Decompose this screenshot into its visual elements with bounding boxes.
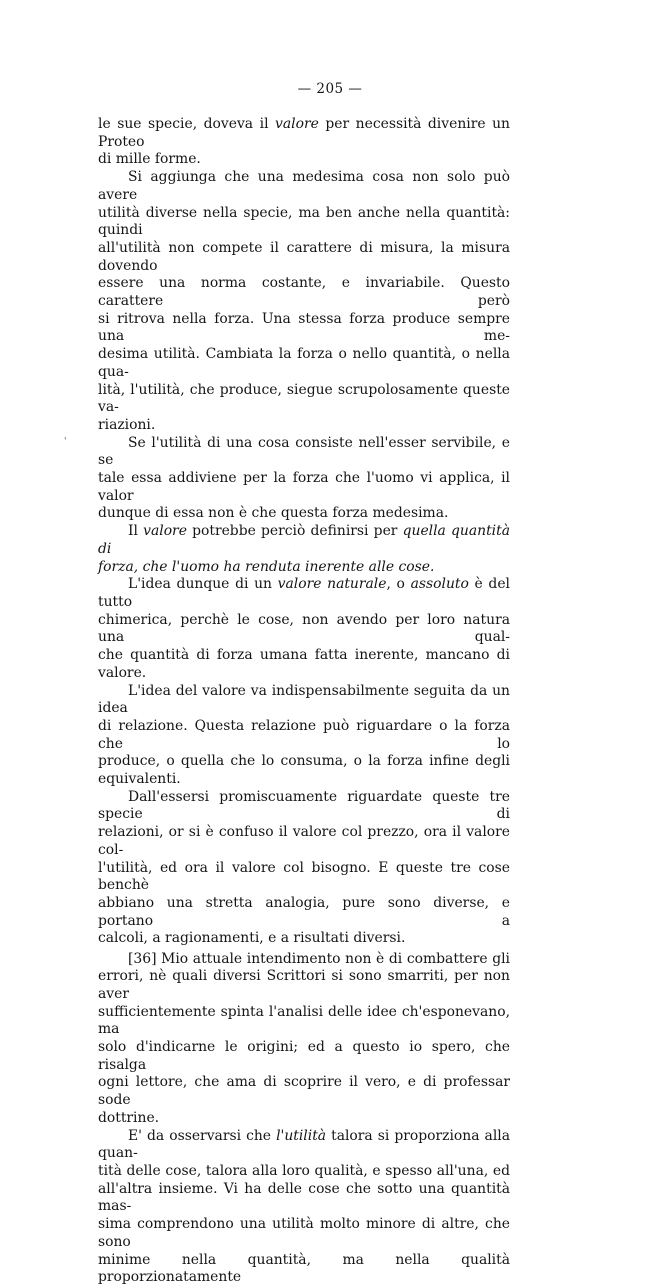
text-line: calcoli, a ragionamenti, e a risultati diversi. xyxy=(98,930,406,947)
text-line: errori, nè quali diversi Scrittori si sono smarriti, per non aver xyxy=(98,968,510,1002)
text-line: Se l'utilità di una cosa consiste nell'esser servibile, e se xyxy=(98,434,510,469)
text-line: che quantità di forza umana fatta inerente, mancano di valore. xyxy=(98,647,510,681)
text-line: equivalenti. xyxy=(98,771,181,788)
text-line: chimerica, perchè le cose, non avendo per loro natura una qual- xyxy=(98,611,510,646)
margin-mark: ' xyxy=(64,437,67,447)
text-line: riazioni. xyxy=(98,416,156,433)
text-line: l'utilità, ed ora il valore col bisogno. E queste tre cose benchè xyxy=(98,859,510,894)
paragraph xyxy=(98,523,510,576)
paragraph xyxy=(98,435,510,524)
text-line: dunque di essa non è che questa forza medesima. xyxy=(98,505,449,522)
text-line: all'utilità non compete il carattere di misura, la misura dovendo xyxy=(98,239,510,274)
paragraph xyxy=(98,116,510,169)
text-line: all'altra insieme. Vi ha delle cose che sotto una quantità mas- xyxy=(98,1180,510,1215)
text-line: lità, l'utilità, che produce, siegue scrupolosamente queste va- xyxy=(98,381,510,416)
text-line: [36] Mio attuale intendimento non è di combattere gli xyxy=(128,950,510,967)
text-line: L'idea del valore va indispensabilmente seguita da un idea xyxy=(98,682,510,717)
italic-term: valore xyxy=(275,116,319,132)
text-line: abbiano una stretta analogia, pure sono diverse, e portano a xyxy=(98,894,510,929)
text-line: tità delle cose, talora alla loro qualità, e spesso all'una, ed xyxy=(98,1162,510,1179)
text-line: di mille forme. xyxy=(98,151,201,168)
italic-term: l'utilità xyxy=(276,1127,327,1144)
text-line: relazioni, or si è confuso il valore col prezzo, ora il valore col- xyxy=(98,824,510,858)
paragraph xyxy=(98,683,510,789)
text-line: desima utilità. Cambiata la forza o nello quantità, o nella qua- xyxy=(98,346,510,380)
paragraph xyxy=(98,169,510,435)
paragraph xyxy=(98,1128,510,1287)
italic-term: valore xyxy=(143,523,187,540)
text-line: utilità diverse nella specie, ma ben anche nella quantità: quindi xyxy=(98,204,510,239)
text-line: tale essa addiviene per la forza che l'uomo vi applica, il valor xyxy=(98,470,510,504)
text-line: le sue specie, doveva il valore per necessità divenire un Proteo xyxy=(98,116,510,150)
text-line xyxy=(98,559,510,577)
text-line: Il valore potrebbe perciò definirsi per quella quantità di xyxy=(98,523,510,557)
text-line: dottrine. xyxy=(98,1109,160,1126)
text-line: si ritrova nella forza. Una stessa forza produce sempre una me- xyxy=(98,310,510,345)
italic-term: assoluto xyxy=(410,576,469,593)
text-line: E' da osservarsi che l'utilità talora si proporziona alla quan- xyxy=(98,1127,510,1162)
page-number: — 205 — xyxy=(297,81,363,97)
italic-term: valore naturale xyxy=(277,576,387,593)
text-line: essere una norma costante, e invariabile. Questo carattere però xyxy=(98,275,510,310)
paragraph xyxy=(98,576,510,682)
text-line: minime nella quantità, ma nella qualità proporzionatamente xyxy=(98,1251,510,1286)
text-line: Dall'essersi promiscuamente riguardate queste tre specie di xyxy=(98,788,510,823)
text-line: sima comprendono una utilità molto minore di altre, che sono xyxy=(98,1216,510,1250)
text-line: sufficientemente spinta l'analisi delle idee ch'esponevano, ma xyxy=(98,1003,510,1038)
text-line: solo d'indicarne le origini; ed a questo io spero, che risalga xyxy=(98,1039,510,1073)
text-line: di relazione. Questa relazione può riguardare o la forza che lo xyxy=(98,717,510,752)
italic-term: quella quantità di xyxy=(98,523,510,557)
paragraph xyxy=(98,789,510,948)
text-line: Si aggiunga che una medesima cosa non solo può avere xyxy=(98,169,510,203)
text-line: L'idea dunque di un valore naturale, o assoluto è del tutto xyxy=(98,576,510,610)
italic-term: forza, che l'uomo ha renduta inerente alle cose. xyxy=(98,558,435,575)
text-line: ogni lettore, che ama di scoprire il vero, e di professar sode xyxy=(98,1074,510,1109)
paragraph xyxy=(98,951,510,1128)
text-line: produce, o quella che lo consuma, o la forza infine degli xyxy=(98,753,510,770)
body-text xyxy=(98,116,510,1287)
